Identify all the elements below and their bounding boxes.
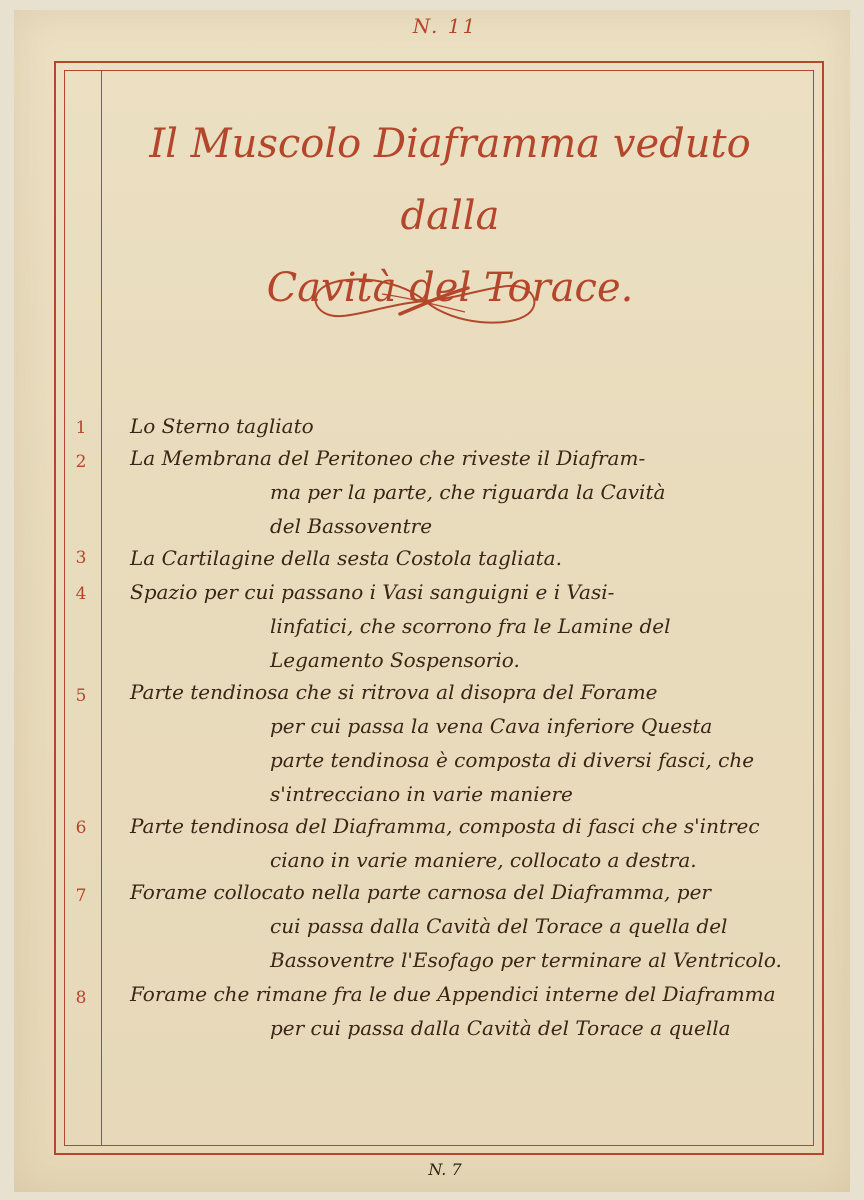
entry-line: per cui passa la vena Cava inferiore Questa [270,714,713,738]
entry-line: Legamento Sospensorio. [270,648,520,672]
entry-line: per cui passa dalla Cavità del Torace a quella [270,1016,731,1040]
entry-line: linfatici, che scorrono fra le Lamine del [270,614,671,638]
entry-number: 3 [75,548,87,568]
entry-line: Lo Sterno tagliato [130,414,314,438]
entry-number: 1 [75,418,87,438]
margin-rule [101,70,102,1146]
ornamental-flourish [300,266,550,336]
entry-line: Spazio per cui passano i Vasi sanguigni e i Vasi- [130,580,615,604]
entry-line: ma per la parte, che riguarda la Cavità [270,480,666,504]
entry-line: La Cartilagine della sesta Costola tagliata. [130,546,562,570]
catchword: N. 7 [428,1160,462,1179]
page-number: N. 11 [412,14,478,38]
entry-line: parte tendinosa è composta di diversi fasci, che [270,748,755,772]
title-line-2: Cavità del Torace. [266,265,634,311]
entry-line: Parte tendinosa del Diaframma, composta di fasci che s'intrec [130,814,760,838]
entry-number: 8 [75,988,87,1008]
entry-number: 7 [75,886,87,906]
entry-line: Forame collocato nella parte carnosa del Diaframma, per [130,880,711,904]
entry-number: 5 [75,686,87,706]
entry-line: Bassoventre l'Esofago per terminare al Ventricolo. [270,948,782,972]
entry-line: La Membrana del Peritoneo che riveste il Diafram- [130,446,646,470]
title-line-1: Il Muscolo Diaframma veduto dalla [149,121,751,239]
entry-line: Parte tendinosa che si ritrova al disopra del Forame [130,680,658,704]
entry-line: s'intrecciano in varie maniere [270,782,573,806]
entry-number: 6 [75,818,87,838]
entry-number: 2 [75,452,87,472]
entry-line: Forame che rimane fra le due Appendici interne del Diaframma [130,982,776,1006]
entry-line: ciano in varie maniere, collocato a destra. [270,848,697,872]
entry-line: del Bassoventre [270,514,433,538]
entry-number: 4 [75,584,87,604]
entry-line: cui passa dalla Cavità del Torace a quella del [270,914,728,938]
